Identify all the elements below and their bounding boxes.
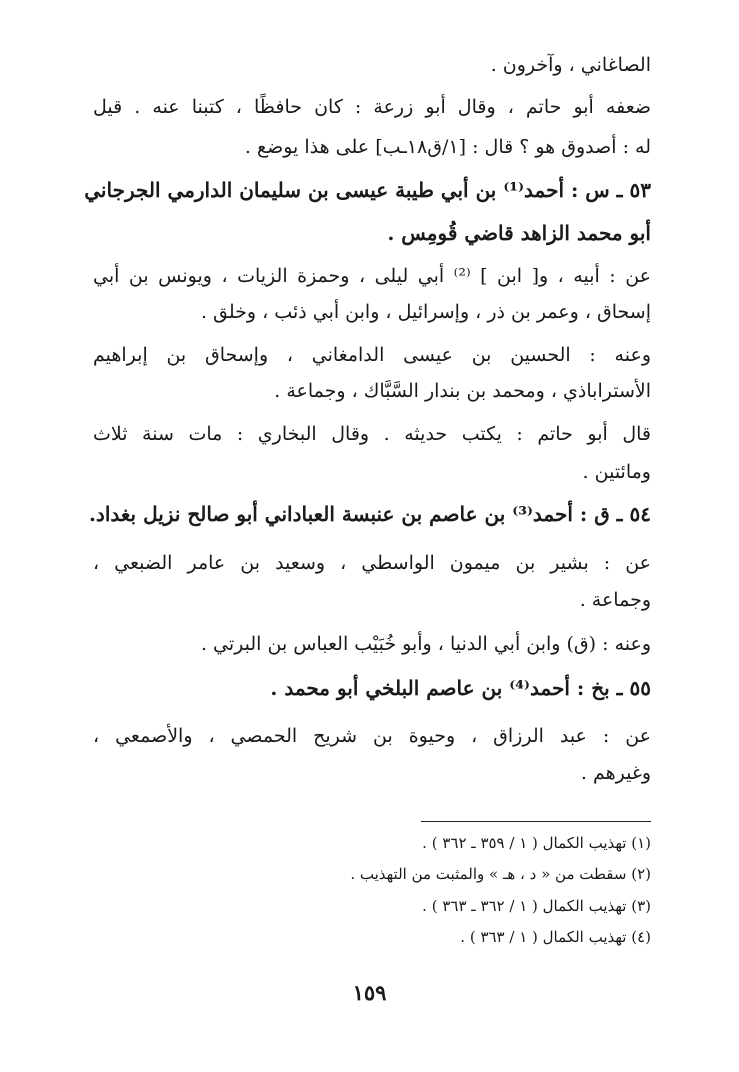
- text-line-10: قال أبو حاتم : يكتب حديثه . وقال البخاري : مات سنة ثلاث: [93, 423, 651, 445]
- text-line-6: عن : أبيه ، و[ ابن ] ⁽²⁾ أبي ليلى ، وحمزة الزيات ، ويونس بن أبي: [93, 265, 651, 287]
- text-line-2: ضعفه أبو حاتم ، وقال أبو زرعة : كان حافظًا ، كتبنا عنه . قيل: [93, 96, 651, 118]
- entry-heading-53: ٥٣ ـ س : أحمد⁽¹⁾ بن أبي طيبة عيسى بن سليمان الدارمي الجرجاني: [84, 178, 651, 202]
- text-line-13: عن : بشير بن ميمون الواسطي ، وسعيد بن عامر الضبعي ،: [93, 552, 651, 574]
- footnote-2: (٢) سقطت من « د ، هـ » والمثبت من التهذيب .: [350, 865, 651, 883]
- footnote-separator: [421, 821, 651, 822]
- footnote-4: (٤) تهذيب الكمال ( ١ / ٣٦٣ ) .: [460, 928, 651, 946]
- text-line-3: له : أصدوق هو ؟ قال : [١/ق١٨ـب] على هذا يوضع .: [244, 136, 651, 158]
- text-line-15: وعنه : (ق) وابن أبي الدنيا ، وأبو خُبَيْب العباس بن البرتي .: [200, 633, 651, 655]
- entry-heading-53-cont: أبو محمد الزاهد قاضي قُومِس .: [387, 221, 651, 245]
- footnote-1: (١) تهذيب الكمال ( ١ / ٣٥٩ ـ ٣٦٢ ) .: [422, 834, 651, 852]
- entry-heading-55: ٥٥ ـ بخ : أحمد⁽⁴⁾ بن عاصم البلخي أبو محمد .: [270, 676, 651, 700]
- footnote-3: (٣) تهذيب الكمال ( ١ / ٣٦٢ ـ ٣٦٣ ) .: [422, 897, 651, 915]
- text-line-9: الأستراباذي ، ومحمد بن بندار السَّبَّاك ، وجماعة .: [274, 380, 651, 402]
- text-line-17: عن : عبد الرزاق ، وحيوة بن شريح الحمصي ، والأصمعي ،: [93, 725, 651, 747]
- page-number: ١٥٩: [352, 980, 387, 1005]
- text-line-14: وجماعة .: [579, 589, 651, 611]
- text-line-1: الصاغاني ، وآخرون .: [490, 54, 651, 76]
- entry-heading-54: ٥٤ ـ ق : أحمد⁽³⁾ بن عاصم بن عنبسة العباداني أبو صالح نزيل بغداد.: [88, 502, 651, 526]
- text-line-11: ومائتين .: [582, 461, 651, 483]
- text-line-7: إسحاق ، وعمر بن ذر ، وإسرائيل ، وابن أبي ذئب ، وخلق .: [200, 301, 651, 323]
- text-line-18: وغيرهم .: [580, 762, 651, 784]
- text-line-8: وعنه : الحسين بن عيسى الدامغاني ، وإسحاق بن إبراهيم: [93, 344, 651, 366]
